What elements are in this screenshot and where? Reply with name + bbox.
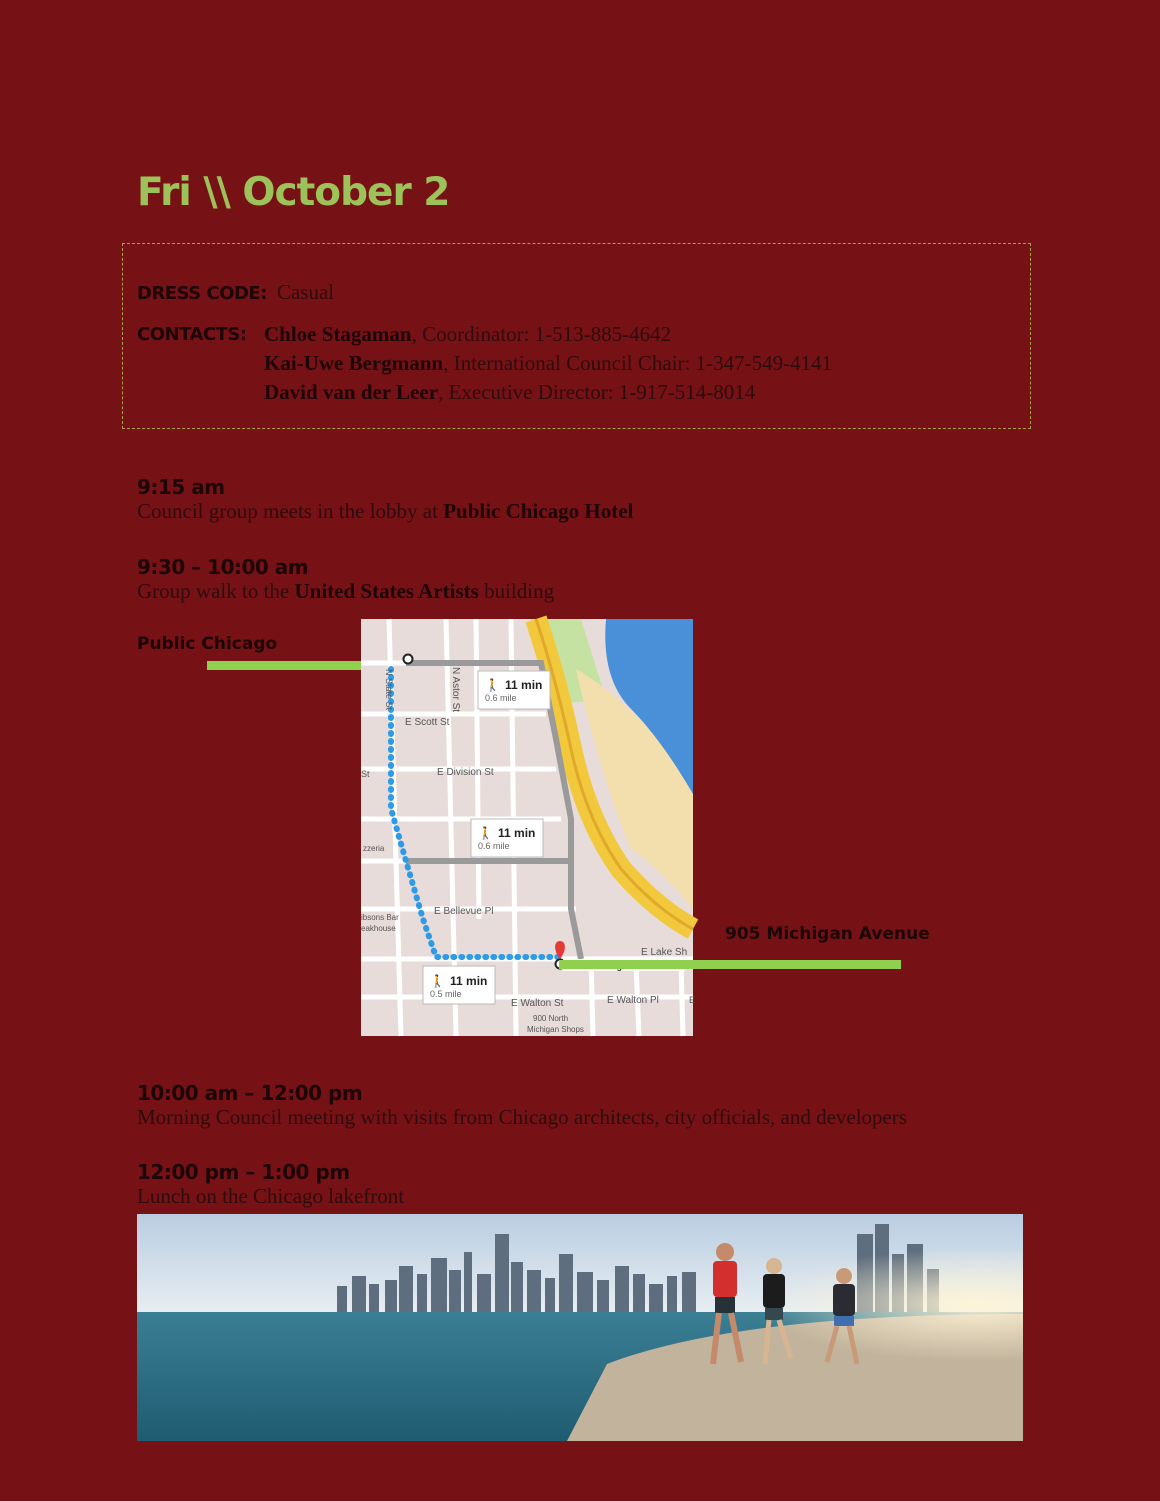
svg-text:0.6 mile: 0.6 mile xyxy=(485,693,517,703)
contact-name: Chloe Stagaman xyxy=(264,322,412,346)
street-label: E xyxy=(689,995,696,1005)
contact-2 xyxy=(264,351,832,376)
schedule-description: Morning Council meeting with visits from Chicago architects, city officials, and developers xyxy=(137,1105,908,1129)
route-callout[interactable] xyxy=(471,819,543,857)
schedule-item xyxy=(137,1160,404,1209)
street-label: E Scott St xyxy=(405,717,450,728)
svg-text:0.5 mile: 0.5 mile xyxy=(430,989,462,999)
contact-detail: , Executive Director: 1-917-514-8014 xyxy=(438,380,756,404)
place-label: ibsons Bar xyxy=(361,913,399,922)
street-label: E Division St xyxy=(437,767,494,778)
schedule-item xyxy=(137,555,554,604)
route-callout[interactable] xyxy=(423,966,495,1004)
svg-text:11 min: 11 min xyxy=(505,678,543,692)
contacts-label: CONTACTS: xyxy=(137,324,247,345)
contact-name: Kai-Uwe Bergmann xyxy=(264,351,444,375)
place-label: 900 North xyxy=(533,1014,569,1023)
schedule-time: 9:30 – 10:00 am xyxy=(137,555,309,579)
dress-code-value: Casual xyxy=(276,280,335,304)
venue-name: United States Artists xyxy=(294,579,479,603)
svg-text:11 min: 11 min xyxy=(450,974,488,988)
walk-icon: 🚶 xyxy=(485,678,500,692)
route-callout[interactable] xyxy=(478,671,550,709)
svg-text:0.6 mile: 0.6 mile xyxy=(478,841,510,851)
contact-detail: , Coordinator: 1-513-885-4642 xyxy=(411,322,672,346)
schedule-description: Council group meets in the lobby at Public Chicago Hotel xyxy=(137,499,634,523)
place-label: zzeria xyxy=(363,844,385,853)
contact-detail: , International Council Chair: 1-347-549-4141 xyxy=(443,351,833,375)
page-title: Fri \\ October 2 xyxy=(137,170,450,215)
end-leader-line xyxy=(559,960,901,969)
street-label: N State St xyxy=(384,669,394,711)
street-label: St xyxy=(361,769,370,779)
street-label: E Lake Sh xyxy=(641,947,688,958)
walk-icon: 🚶 xyxy=(430,974,445,988)
street-label: E Walton St xyxy=(511,998,564,1009)
place-label: eakhouse xyxy=(361,924,396,933)
map-graphic xyxy=(361,619,696,1036)
map-end-label: 905 Michigan Avenue xyxy=(725,924,930,944)
street-label: E Bellevue Pl xyxy=(434,906,494,917)
place-label: Michigan Shops xyxy=(527,1025,584,1034)
contact-1 xyxy=(264,322,671,347)
contact-3 xyxy=(264,380,755,405)
schedule-time: 12:00 pm – 1:00 pm xyxy=(137,1160,350,1184)
start-marker xyxy=(404,655,413,664)
schedule-time: 9:15 am xyxy=(137,475,225,499)
venue-name: Public Chicago Hotel xyxy=(443,499,634,523)
schedule-item xyxy=(137,1081,907,1130)
lakefront-runners-photo xyxy=(137,1214,1023,1441)
schedule-item xyxy=(137,475,633,524)
dress-code-row xyxy=(137,280,334,305)
route-map[interactable] xyxy=(361,619,696,1036)
map-start-label: Public Chicago xyxy=(137,634,278,654)
photo-graphic xyxy=(137,1214,1023,1441)
street-label: N Astor St xyxy=(450,667,461,713)
svg-text:11 min: 11 min xyxy=(498,826,536,840)
contact-name: David van der Leer xyxy=(264,380,439,404)
schedule-description: Lunch on the Chicago lakefront xyxy=(137,1184,405,1208)
street-label: E Walton Pl xyxy=(607,995,659,1006)
walk-icon: 🚶 xyxy=(478,826,493,840)
schedule-time: 10:00 am – 12:00 pm xyxy=(137,1081,363,1105)
dress-code-label: DRESS CODE: xyxy=(137,283,267,304)
schedule-description: Group walk to the United States Artists building xyxy=(137,579,555,603)
